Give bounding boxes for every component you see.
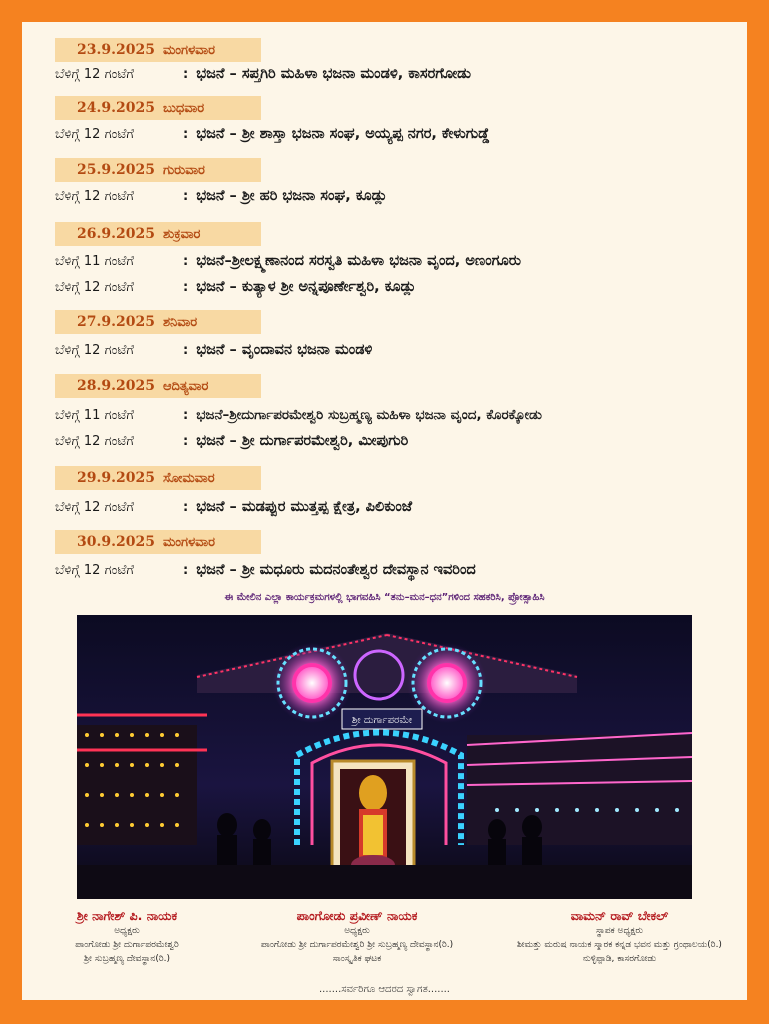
schedule-row xyxy=(55,433,408,449)
event-text: ಭಜನೆ–ಶ್ರೀಲಕ್ಷ್ಮಣಾನಂದ ಸರಸ್ವತಿ ಮಹಿಳಾ ಭಜನಾ ವೃಂದ, ಅಣಂಗೂರು xyxy=(196,253,521,269)
date-bar xyxy=(55,374,261,398)
colon: : xyxy=(183,188,189,204)
weekday-text: ಸೋಮವಾರ xyxy=(162,470,215,486)
signatory-line: ಶೀಮತ್ತು ಮರುಷ ನಾಯಕ ಸ್ಮಾರಕ ಕನ್ನಡ ಭವನ ಮತ್ತು ಗ್ರಂಥಾಲಯ(ರಿ.) xyxy=(517,940,722,950)
signatory-line: ನುಳ್ಳಿಪ್ಪಾಡಿ, ಕಾಸರಗೋಡು xyxy=(582,954,657,964)
signatory-line: ಅಧ್ಯಕ್ಷರು xyxy=(344,926,370,936)
date-bar xyxy=(55,38,261,62)
date-bar xyxy=(55,466,261,490)
participation-note: ಈ ಮೇಲಿನ ಎಲ್ಲಾ ಕಾರ್ಯಕ್ರಮಗಳಲ್ಲಿ ಭಾಗವಹಿಸಿ “ತನು–ಮನ–ಧನ”ಗಳಿಂದ ಸಹಕರಿಸಿ, ಪ್ರೋತ್ಸಾಹಿಸಿ xyxy=(224,592,545,603)
signatory-line: ಪಾಂಗೋಡು ಶ್ರೀ ದುರ್ಗಾಪರಮೇಶ್ವರಿ ಶ್ರೀ ಸುಬ್ರಹ್ಮಣ್ಯ ದೇವಸ್ಥಾನ(ರಿ.) xyxy=(260,940,454,950)
time-text: ಬೆಳಿಗ್ಗೆ 11 ಗಂಟೆಗೆ xyxy=(55,253,134,269)
event-text: ಭಜನೆ – ಕುತ್ಯಾಳ ಶ್ರೀ ಅನ್ನಪೂರ್ಣೇಶ್ವರಿ, ಕೂಡ್ಲು xyxy=(196,279,417,295)
colon: : xyxy=(183,279,189,295)
poster-sheet xyxy=(22,22,747,1000)
event-text: ಭಜನೆ – ಶ್ರೀ ಮಧೂರು ಮದನಂತೇಶ್ವರ ದೇವಸ್ಥಾನ ಇವರಿಂದ xyxy=(196,562,476,578)
time-text: ಬೆಳಿಗ್ಗೆ 12 ಗಂಟೆಗೆ xyxy=(55,279,134,295)
schedule-row xyxy=(55,342,372,358)
signatory-block xyxy=(217,907,497,966)
schedule-row xyxy=(55,253,521,269)
signatory-line: ಶ್ರೀ ಸುಬ್ರಹ್ಮಣ್ಯ ದೇವಸ್ಥಾನ(ರಿ.) xyxy=(84,954,170,964)
date-bar xyxy=(55,96,261,120)
signatory-line: ಸಾಂಸ್ಕೃತಿಕ ಘಟಕ xyxy=(332,954,382,964)
time-text: ಬೆಳಿಗ್ಗೆ 12 ಗಂಟೆಗೆ xyxy=(55,66,134,82)
weekday-text: ಶುಕ್ರವಾರ xyxy=(162,226,201,242)
event-text: ಭಜನೆ – ವೃಂದಾವನ ಭಜನಾ ಮಂಡಳಿ xyxy=(196,342,373,358)
colon: : xyxy=(183,342,189,358)
colon: : xyxy=(183,407,189,423)
temple-illumination-image xyxy=(77,615,692,899)
schedule-row xyxy=(55,188,387,204)
time-text: ಬೆಳಿಗ್ಗೆ 11 ಗಂಟೆಗೆ xyxy=(55,407,134,423)
date-bar xyxy=(55,158,261,182)
colon: : xyxy=(183,253,189,269)
weekday-text: ಮಂಗಳವಾರ xyxy=(162,42,215,58)
event-text: ಭಜನೆ – ಸಪ್ತಗಿರಿ ಮಹಿಳಾ ಭಜನಾ ಮಂಡಳಿ, ಕಾಸರಗೋಡು xyxy=(196,66,471,82)
temple-sign-text: ಶ್ರೀ ದುರ್ಗಾಪರಮೇ xyxy=(351,715,413,726)
schedule-row xyxy=(55,407,542,423)
weekday-text: ಶನಿವಾರ xyxy=(162,314,198,330)
welcome-text: .......ಸರ್ವರಿಗೂ ಆದರದ ಸ್ವಾಗತ....... xyxy=(319,984,450,995)
event-text: ಭಜನೆ – ಶ್ರೀ ಹರಿ ಭಜನಾ ಸಂಘ, ಕೂಡ್ಲು xyxy=(196,188,388,204)
date-text: 25.9.2025 xyxy=(77,162,155,178)
weekday-text: ಬುಧವಾರ xyxy=(162,100,205,116)
schedule-row xyxy=(55,126,490,142)
time-text: ಬೆಳಿಗ್ಗೆ 12 ಗಂಟೆಗೆ xyxy=(55,126,134,142)
date-text: 28.9.2025 xyxy=(77,378,155,394)
date-bar xyxy=(55,222,261,246)
signatory-name: ಶ್ರೀ ನಾಗೇಶ್ ಪಿ. ನಾಯಕ xyxy=(76,908,178,923)
event-text: ಭಜನೆ – ಮಡಪ್ಪುರ ಮುತ್ತಪ್ಪ ಕ್ಷೇತ್ರ, ಪಿಲಿಕುಂಜೆ xyxy=(196,499,413,515)
colon: : xyxy=(183,66,189,82)
temple-photo xyxy=(77,615,692,899)
signatory-name: ವಾಮನ್ ರಾವ್ ಬೇಕಲ್ xyxy=(570,908,669,923)
date-bar xyxy=(55,530,261,554)
date-text: 29.9.2025 xyxy=(77,470,155,486)
schedule-row xyxy=(55,562,476,578)
signatory-block xyxy=(22,907,232,966)
time-text: ಬೆಳಿಗ್ಗೆ 12 ಗಂಟೆಗೆ xyxy=(55,342,134,358)
event-text: ಭಜನೆ–ಶ್ರೀದುರ್ಗಾಪರಮೇಶ್ವರಿ ಸುಬ್ರಹ್ಮಣ್ಯ ಮಹಿಳಾ ಭಜನಾ ವೃಂದ, ಕೊರಕ್ಕೋಡು xyxy=(196,407,542,423)
date-text: 24.9.2025 xyxy=(77,100,155,116)
time-text: ಬೆಳಿಗ್ಗೆ 12 ಗಂಟೆಗೆ xyxy=(55,499,134,515)
signatory-line: ಅಧ್ಯಕ್ಷರು xyxy=(114,926,140,936)
time-text: ಬೆಳಿಗ್ಗೆ 12 ಗಂಟೆಗೆ xyxy=(55,433,134,449)
weekday-text: ಆದಿತ್ಯವಾರ xyxy=(162,378,209,394)
date-text: 27.9.2025 xyxy=(77,314,155,330)
colon: : xyxy=(183,499,189,515)
colon: : xyxy=(183,433,189,449)
schedule-row xyxy=(55,499,412,515)
event-text: ಭಜನೆ – ಶ್ರೀ ಶಾಸ್ತಾ ಭಜನಾ ಸಂಘ, ಅಯ್ಯಪ್ಪ ನಗರ, ಕೇಳುಗುಡ್ಡೆ xyxy=(196,126,490,142)
colon: : xyxy=(183,126,189,142)
signatory-block xyxy=(492,907,747,966)
date-text: 23.9.2025 xyxy=(77,42,155,58)
time-text: ಬೆಳಿಗ್ಗೆ 12 ಗಂಟೆಗೆ xyxy=(55,562,134,578)
schedule-row xyxy=(55,66,471,82)
signatory-line: ಪಾಂಗೋಡು ಶ್ರೀ ದುರ್ಗಾಪರಮೇಶ್ವರಿ xyxy=(75,940,179,950)
time-text: ಬೆಳಿಗ್ಗೆ 12 ಗಂಟೆಗೆ xyxy=(55,188,134,204)
weekday-text: ಮಂಗಳವಾರ xyxy=(162,534,215,550)
date-text: 26.9.2025 xyxy=(77,226,155,242)
date-bar xyxy=(55,310,261,334)
date-text: 30.9.2025 xyxy=(77,534,155,550)
signatory-line: ಸ್ಥಾಪಕ ಅಧ್ಯಕ್ಷರು xyxy=(595,926,644,936)
signatory-name: ಪಾಂಗೋಡು ಪ್ರವೀಣ್ ನಾಯಕ xyxy=(296,908,418,923)
weekday-text: ಗುರುವಾರ xyxy=(162,162,205,178)
colon: : xyxy=(183,562,189,578)
schedule-row xyxy=(55,279,416,295)
event-text: ಭಜನೆ – ಶ್ರೀ ದುರ್ಗಾಪರಮೇಶ್ವರಿ, ಮೀಪುಗುರಿ xyxy=(196,433,409,449)
